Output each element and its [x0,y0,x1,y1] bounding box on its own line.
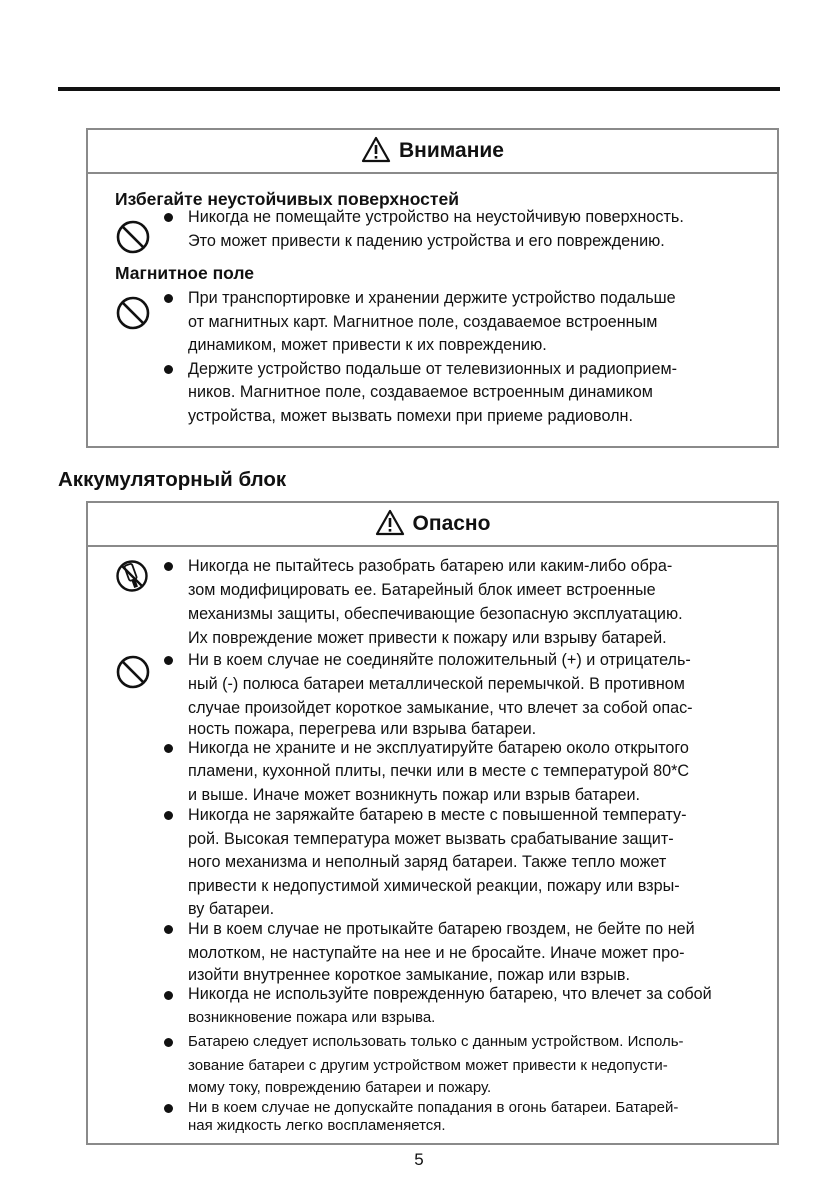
bullet-dot [164,213,173,222]
text-line: возникновение пожара или взрыва. [188,1009,436,1026]
no-disassembly-icon [115,559,149,593]
text-line: устройства, может вызвать помехи при приеме радиоволн. [188,407,633,425]
text-line: и выше. Иначе может возникнуть пожар или взрыв батареи. [188,786,641,804]
warning-triangle-icon [361,136,391,163]
text-line: зование батареи с другим устройством может привести к недопусти- [188,1057,668,1074]
text-line: Никогда не пытайтесь разобрать батарею или каким-либо обра- [188,557,673,575]
text-line: привести к недопустимой химической реакции, пожару или взры- [188,877,680,895]
text-line: пламени, кухонной плиты, печки или в месте с температурой 80*C [188,762,690,780]
caution-header [88,130,777,174]
text-line: Держите устройство подальше от телевизионных и радиоприем- [188,360,677,378]
text-line: Ни в коем случае не соединяйте положительный (+) и отрицатель- [188,651,691,669]
text-line: Ни в коем случае не допускайте попадания в огонь батареи. Батарей- [188,1099,679,1116]
bullet-dot [164,562,173,571]
bullet-dot [164,656,173,665]
caution-title: Внимание [399,139,504,162]
bullet-dot [164,811,173,820]
text-line: При транспортировке и хранении держите устройство подальше [188,289,676,307]
bullet-dot [164,991,173,1000]
text-line: случае произойдет короткое замыкание, что влечет за собой опас- [188,699,693,717]
text-line: Батарею следует использовать только с данным устройством. Исполь- [188,1033,684,1050]
warning-triangle-icon [375,509,405,536]
subheading-unstable-surfaces: Избегайте неустойчивых поверхностей [115,189,459,209]
page-number: 5 [414,1150,424,1169]
text-line: Никогда не помещайте устройство на неустойчивую поверхность. [188,208,684,226]
text-line: Никогда не храните и не эксплуатируйте батарею около открытого [188,739,689,757]
subheading-magnetic-field: Магнитное поле [115,263,255,283]
bullet-dot [164,744,173,753]
text-line: молотком, не наступайте на нее и не бросайте. Иначе может про- [188,944,685,962]
prohibition-icon [115,295,151,331]
text-line: изойти внутреннее короткое замыкание, пожар или взрыв. [188,966,630,984]
text-line: от магнитных карт. Магнитное поле, создаваемое встроенным [188,313,658,331]
text-line: ная жидкость легко воспламеняется. [188,1117,446,1134]
bullet-dot [164,925,173,934]
bullet-dot [164,1104,173,1113]
text-line: ный (-) полюса батареи металлической перемычкой. В противном [188,675,685,693]
bullet-dot [164,1038,173,1047]
section-title: Аккумуляторный блок [58,468,287,491]
text-line: зом модифицировать ее. Батарейный блок имеет встроенные [188,581,656,599]
text-line: ников. Магнитное поле, создаваемое встроенным динамиком [188,383,653,401]
text-line: ность пожара, перегрева или взрыва батареи. [188,720,537,738]
text-line: Никогда не используйте поврежденную батарею, что влечет за собой [188,985,712,1003]
text-line: динамиком, может привести к их повреждению. [188,336,547,354]
text-line: механизмы защиты, обеспечивающие безопасную эксплуатацию. [188,605,683,623]
prohibition-icon [115,654,151,690]
text-line: Никогда не заряжайте батарею в месте с повышенной температу- [188,806,687,824]
bullet-dot [164,365,173,374]
text-line: Ни в коем случае не протыкайте батарею гвоздем, не бейте по ней [188,920,695,938]
prohibition-icon [115,219,151,255]
danger-header [88,503,777,547]
text-line: ву батареи. [188,900,275,918]
text-line: мому току, повреждению батареи и пожару. [188,1079,492,1096]
text-line: Их повреждение может привести к пожару или взрыву батарей. [188,629,667,647]
text-line: рой. Высокая температура может вызвать срабатывание защит- [188,830,674,848]
danger-title: Опасно [412,512,491,535]
top-rule [58,87,780,91]
text-line: Это может привести к падению устройства и его повреждению. [188,232,665,250]
bullet-dot [164,294,173,303]
text-line: ного механизма и неполный заряд батареи. Также тепло может [188,853,667,871]
